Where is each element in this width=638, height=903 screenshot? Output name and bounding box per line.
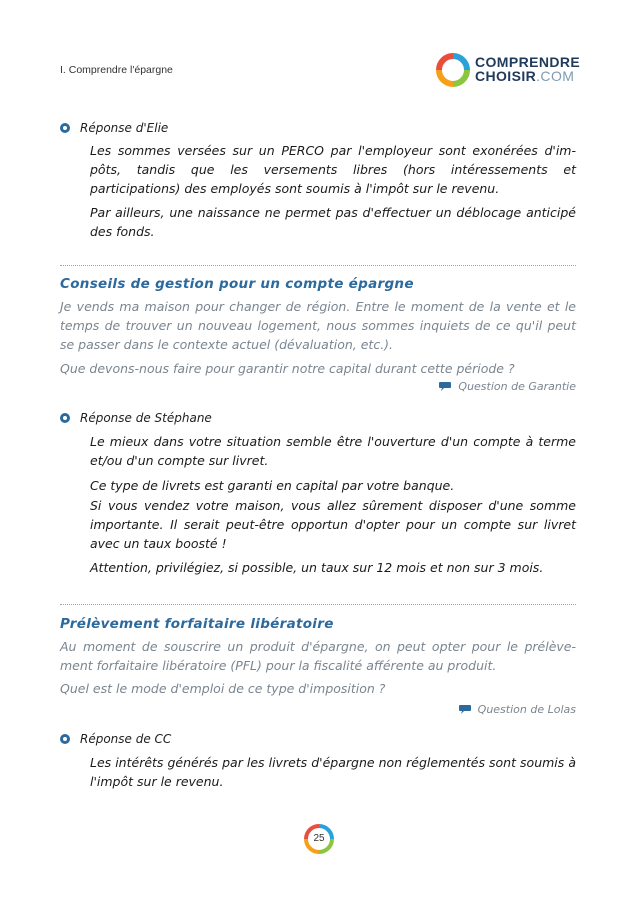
answer-paragraph: Les intérêts générés par les livrets d'épargne non réglementés sont soumis à l'impôt sur le revenu. [90, 755, 576, 789]
question-source-label: Question de Lolas [477, 703, 576, 716]
question-source-label: Question de Garantie [458, 380, 576, 393]
speech-bubble-icon [458, 704, 472, 715]
answer-author: Réponse de Stéphane [80, 411, 212, 425]
question-text: Au moment de souscrire un produit d'épargne, on peut opter pour le prélève-ment forfaitaire libératoire (PFL) pour la fiscalité afférente au produit. [60, 639, 576, 673]
answer-paragraph: Si vous vendez votre maison, vous allez sûrement disposer d'une somme importante. Il serait peut-être opportun d'opter pour un compte sur livret avec un taux boosté ! [90, 498, 576, 551]
page-number-badge [303, 823, 335, 855]
answer-paragraph: Le mieux dans votre situation semble être l'ouverture d'un compte à terme et/ou d'un compte sur livret. [90, 434, 576, 468]
section-divider [60, 265, 576, 266]
speech-bubble-icon [438, 381, 452, 392]
answer-header-elie [60, 121, 168, 135]
bullet-icon [60, 413, 70, 423]
logo-ring-icon [436, 53, 470, 87]
question-source [458, 703, 576, 716]
answer-paragraph: Ce type de livrets est garanti en capital par votre banque. [90, 478, 455, 493]
bullet-icon [60, 123, 70, 133]
answer-author: Réponse d'Elie [80, 121, 169, 135]
answer-paragraph: Les sommes versées sur un PERCO par l'employeur sont exonérées d'im-pôts, tandis que les versements libres (hors intéressements et participations) des employés sont soumis à l'impôt sur le revenu. [90, 143, 576, 196]
section-title: Conseils de gestion pour un compte épargne [60, 276, 414, 292]
question-source [438, 380, 576, 393]
answer-header-cc [60, 732, 171, 746]
section-title: Prélèvement forfaitaire libératoire [60, 616, 334, 632]
answer-paragraph: Par ailleurs, une naissance ne permet pas d'effectuer un déblocage anticipé des fonds. [90, 205, 576, 239]
answer-author: Réponse de CC [80, 732, 172, 746]
answer-paragraph: Attention, privilégiez, si possible, un taux sur 12 mois et non sur 3 mois. [90, 560, 544, 575]
question-text: Quel est le mode d'emploi de ce type d'imposition ? [60, 681, 386, 696]
logo-line2: CHOISIR [475, 68, 537, 84]
page-number: 25 [313, 833, 325, 844]
question-text: Que devons-nous faire pour garantir notre capital durant cette période ? [60, 361, 515, 376]
section-divider [60, 604, 576, 605]
bullet-icon [60, 734, 70, 744]
question-text: Je vends ma maison pour changer de région. Entre le moment de la vente et le temps de trouver un nouveau logement, nous sommes inquiets de ce qu'il peut se passer dans le contexte actuel (dévaluation, etc.). [60, 299, 576, 352]
answer-header-stephane [60, 411, 212, 425]
chapter-title: I. Comprendre l'épargne [60, 64, 173, 76]
comprendre-choisir-logo [436, 50, 586, 90]
logo-suffix: .COM [536, 68, 575, 84]
logo-line1: COMPRENDRE [475, 54, 581, 70]
